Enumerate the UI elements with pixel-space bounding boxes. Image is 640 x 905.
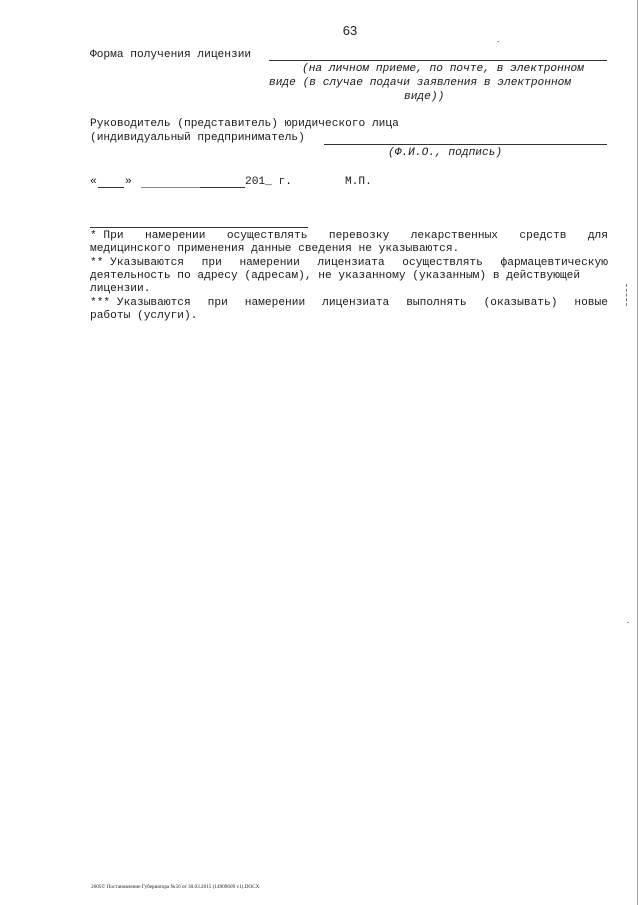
scan-dot <box>627 622 629 623</box>
footnote-separator <box>90 227 308 228</box>
stamp-label: М.П. <box>345 176 372 188</box>
footnote-word: средств <box>519 230 567 242</box>
footnote-word: лицензиата <box>322 297 390 309</box>
document-footer: 2605© Постановление Губернатора №56 от 30.03.2015 (14909609 v1).DOCX <box>91 884 260 890</box>
signatory-label-line2: (индивидуальный предприниматель) <box>90 132 305 144</box>
footnote-word: при <box>201 257 222 269</box>
page-number: 63 <box>342 23 358 38</box>
footnote-word: для <box>587 230 608 242</box>
date-month-underline-dark <box>200 187 245 188</box>
footnote-word: фармацевтическую <box>500 257 608 269</box>
scan-dot <box>497 41 499 42</box>
footnote-2-line2: деятельность по адресу (адресам), не указанному (указанным) в действующей <box>90 270 581 282</box>
license-form-underline[interactable] <box>269 60 607 61</box>
date-close-quote: » <box>125 176 132 188</box>
footnote-word: * При <box>90 230 124 242</box>
footnote-word: *** Указываются <box>90 297 191 309</box>
footnote-2-line1 <box>90 257 608 270</box>
footnote-word: намерении <box>145 230 206 242</box>
footnote-1-line2: медицинского применения данные сведения не указываются. <box>90 243 460 255</box>
date-open-quote: « <box>90 176 97 188</box>
footnote-word: осуществлять <box>226 230 308 242</box>
signatory-underline[interactable] <box>324 144 607 145</box>
scan-dash-mark <box>626 284 628 306</box>
signatory-hint: (Ф.И.О., подпись) <box>388 147 503 159</box>
footnote-word: намерении <box>239 257 300 269</box>
signatory-label-line1: Руководитель (представитель) юридического лица <box>90 118 399 130</box>
license-form-hint-line2: виде (в случае подачи заявления в электронном <box>269 77 572 89</box>
license-form-label: Форма получения лицензии <box>90 49 252 61</box>
footnote-3-line1 <box>90 297 608 310</box>
footnote-word: осуществлять <box>402 257 483 269</box>
scan-edge-line <box>637 0 638 905</box>
footnote-word: ** Указываются <box>90 257 184 269</box>
date-day-underline[interactable] <box>98 187 124 188</box>
footnote-word: лекарственных <box>410 230 498 242</box>
footnote-word: (оказывать) <box>483 297 558 309</box>
footnote-2-line3: лицензии. <box>90 283 151 295</box>
footnote-word: выполнять <box>406 297 467 309</box>
license-form-hint-line3: виде)) <box>404 91 445 103</box>
footnote-1-line1 <box>90 230 608 243</box>
footnote-3-line2: работы (услуги). <box>90 310 198 322</box>
footnote-word: при <box>207 297 228 309</box>
footnote-word: лицензиата <box>317 257 385 269</box>
footnote-word: намерении <box>244 297 306 309</box>
date-year: 201_ г. <box>245 176 292 188</box>
license-form-hint-line1: (на личном приеме, по почте, в электронном <box>302 63 584 75</box>
footnote-word: новые <box>574 297 608 309</box>
footnote-word: перевозку <box>328 230 390 242</box>
